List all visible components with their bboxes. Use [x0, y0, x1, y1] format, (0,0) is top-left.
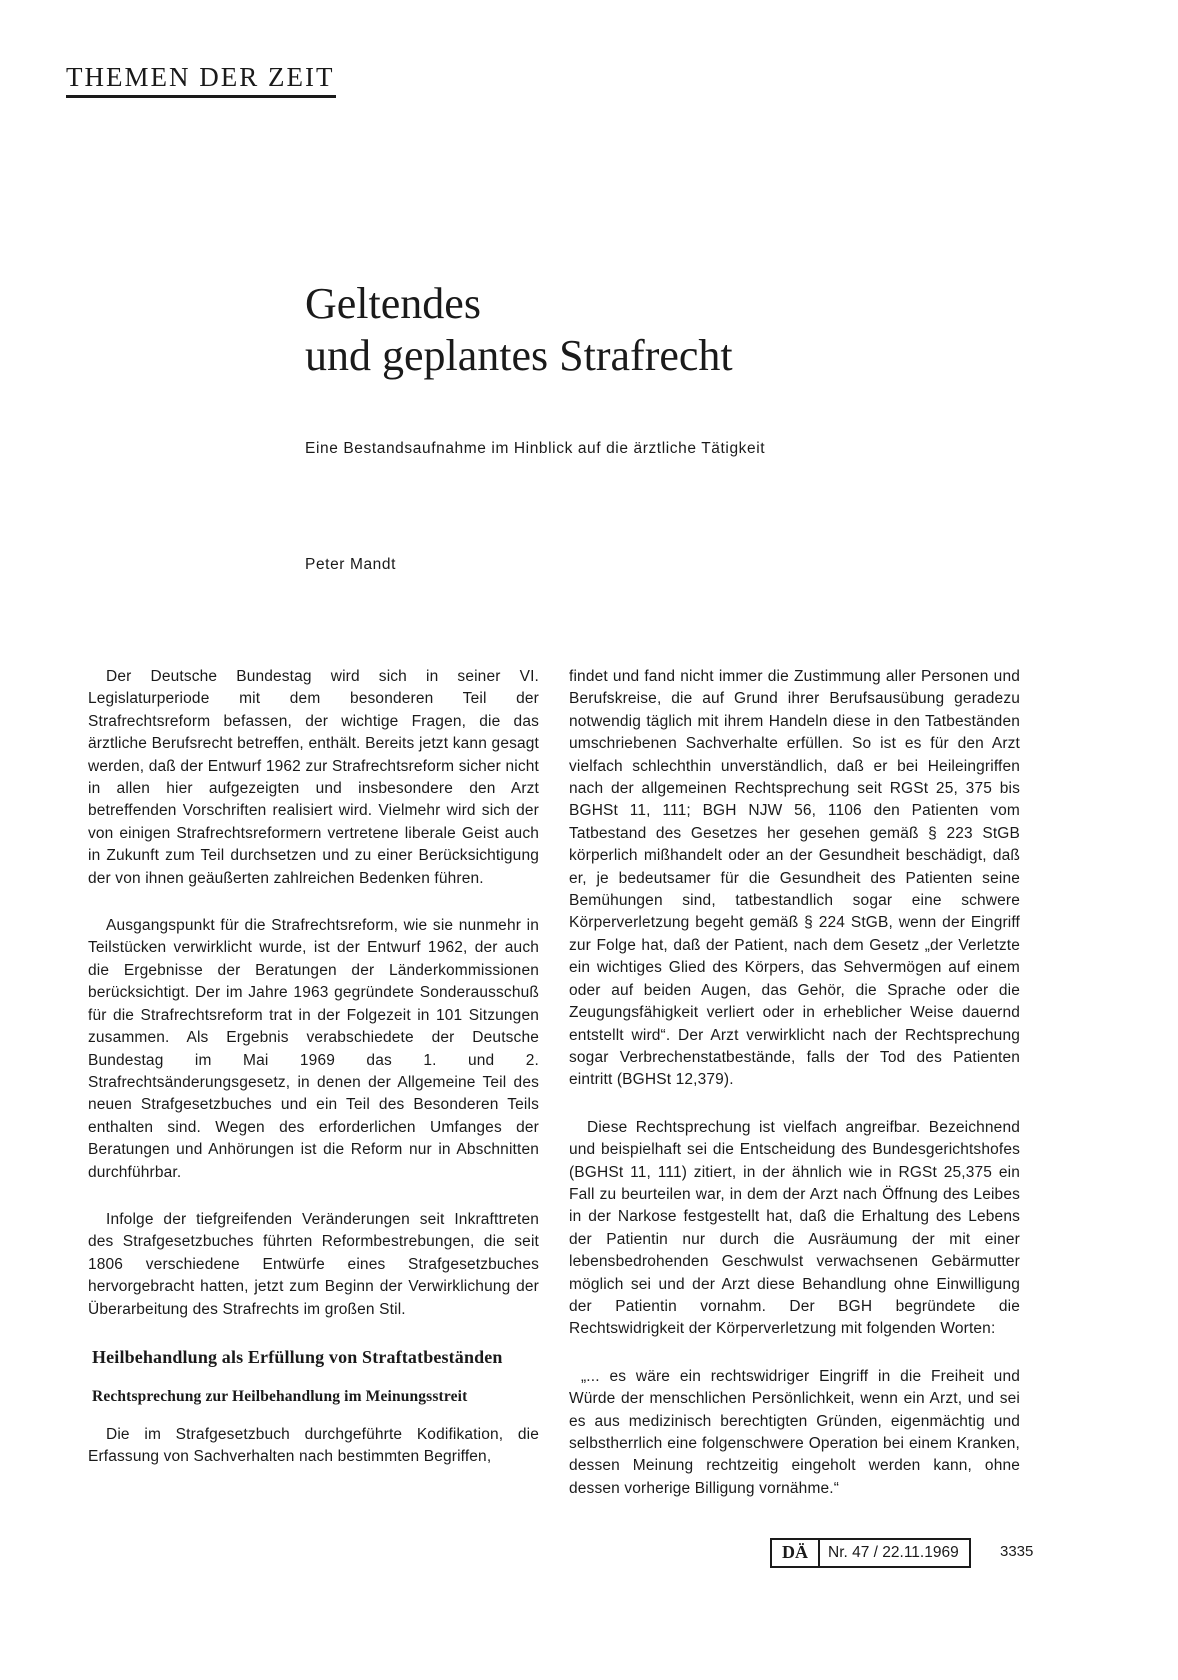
left-column — [88, 666, 539, 1494]
body-paragraph: Der Deutsche Bundestag wird sich in seiner VI. Legislaturperiode mit dem besonderen Teil der Strafrechtsreform befassen, der wichtige Fragen, die das ärztliche Berufsrecht betreffen, enthält. Bereits jetzt kann gesagt werden, daß der Entwurf 1962 zur Strafrechtsreform sicher nicht in allen hier aufgezeigten und insbesondere den Arzt betreffenden Vorschriften realisiert wird. Vielmehr wird sich der von einigen Strafrechtsreformern vertretene liberale Geist auch in Zukunft zum Teil durchsetzen und zu einer Berücksichtigung der von ihnen geäußerten zahlreichen Bedenken führen. — [88, 668, 539, 887]
body-paragraph: Die im Strafgesetzbuch durchgeführte Kodifikation, die Erfassung von Sachverhalten nach bestimmten Begriffen, — [88, 1425, 539, 1466]
body-paragraph: Ausgangspunkt für die Strafrechtsreform, wie sie nunmehr in Teilstücken verwirklicht wurde, ist der Entwurf 1962, der auch die Ergebnisse der Beratungen der Länderkommissionen berücksichtigt. Der im Jahre 1963 gegründete Sonderausschuß für die Strafrechtsreform trat in der Folgezeit in 101 Sitzungen zusammen. Als Ergebnis verabschiedete der Deutsche Bundestag im Mai 1969 das 1. und 2. Strafrechtsänderungsgesetz, in denen der Allgemeine Teil des neuen Strafgesetzbuches und ein Teil des Besonderen Teils enthalten sind. Wegen des erforderlichen Umfanges der Beratungen und Anhörungen ist die Reform nur in Abschnitten durchführbar. — [88, 917, 539, 1181]
journal-footer — [770, 1538, 971, 1568]
journal-logo: DÄ — [772, 1540, 820, 1566]
article-title-line-1: Geltendes — [305, 279, 481, 328]
body-paragraph: findet und fand nicht immer die Zustimmung aller Personen und Berufskreise, die auf Grund ihrer Berufsausübung geradezu notwendig täglich mit ihrem Handeln diese in den Tatbeständen umschriebenen Sachverhalte erfüllen. So ist es für den Arzt vielfach schlechthin unverständlich, daß er bei Heileingriffen nach der allgemeinen Rechtsprechung seit RGSt 25, 375 bis BGHSt 11, 111; BGH NJW 56, 1106 den Patienten vom Tatbestand des Gesetzes her gesehen gemäß § 223 StGB körperlich mißhandelt oder an der Gesundheit beschädigt, daß er, je bedeutsamer für die Gesundheit des Patienten seine Bemühungen sind, tatbestandlich sogar eine schwere Körperverletzung begeht gemäß § 224 StGB, wenn der Eingriff zur Folge hat, daß der Patient, nach dem Gesetz „der Verletzte ein wichtiges Glied des Körpers, das Sehvermögen auf einem oder auf beiden Augen, das Gehör, die Sprache oder die Zeugungsfähigkeit verliert oder in erheblicher Weise dauernd entstellt wird“. Der Arzt verwirklicht nach der Rechtsprechung sogar Verbrechenstatbestände, falls der Tod des Patienten eintritt (BGHSt 12,379). — [569, 668, 1020, 1089]
article-title-line-2: und geplantes Strafrecht — [305, 331, 733, 380]
article-author: Peter Mandt — [305, 556, 397, 573]
court-quote: „... es wäre ein rechtswidriger Eingriff in die Freiheit und Würde der menschlichen Persönlichkeit, wenn ein Arzt, und sei es aus medizinisch berechtigten Gründen, eigenmächtig und selbstherrlich eine folgenschwere Operation bei einem Kranken, dessen Meinung rechtzeitig eingeholt werden kann, ohne dessen vorherige Billigung vornähme.“ — [569, 1367, 1020, 1497]
page-number: 3335 — [1000, 1543, 1034, 1560]
section-subheading: Rechtsprechung zur Heilbehandlung im Meinungsstreit — [92, 1387, 468, 1405]
issue-info: Nr. 47 / 22.11.1969 — [828, 1544, 959, 1561]
body-paragraph: Diese Rechtsprechung ist vielfach angreifbar. Bezeichnend und beispielhaft sei die Entscheidung des Bundesgerichtshofes (BGHSt 11, 111) zitiert, in der ähnlich wie in RGSt 25,375 ein Fall zu beurteilen war, in dem der Arzt nach Öffnung des Leibes in der Narkose festgestellt hat, daß die Erhaltung des Lebens der Patientin nur durch die Ausräumung der mit einer lebensbedrohenden Geschwulst verwachsenen Gebärmutter möglich sei und der Arzt diese Behandlung ohne Einwilligung der Patientin vornahm. Der BGH begründete die Rechtswidrigkeit der Körperverletzung mit folgenden Worten: — [569, 1118, 1020, 1338]
article-subtitle: Eine Bestandsaufnahme im Hinblick auf die ärztliche Tätigkeit — [305, 440, 766, 457]
section-label: THEMEN DER ZEIT — [66, 62, 336, 98]
article-title — [305, 278, 1005, 382]
right-column — [569, 666, 1020, 1525]
body-paragraph: Infolge der tiefgreifenden Veränderungen seit Inkrafttreten des Strafgesetzbuches führten Reformbestrebungen, die seit 1806 verschiedene Entwürfe eines Strafgesetzbuches hervorgebracht hatten, jetzt zum Beginn der Verwirklichung der Überarbeitung des Strafrechts im großen Stil. — [88, 1210, 539, 1318]
section-heading: Heilbehandlung als Erfüllung von Straftatbeständen — [92, 1346, 503, 1367]
